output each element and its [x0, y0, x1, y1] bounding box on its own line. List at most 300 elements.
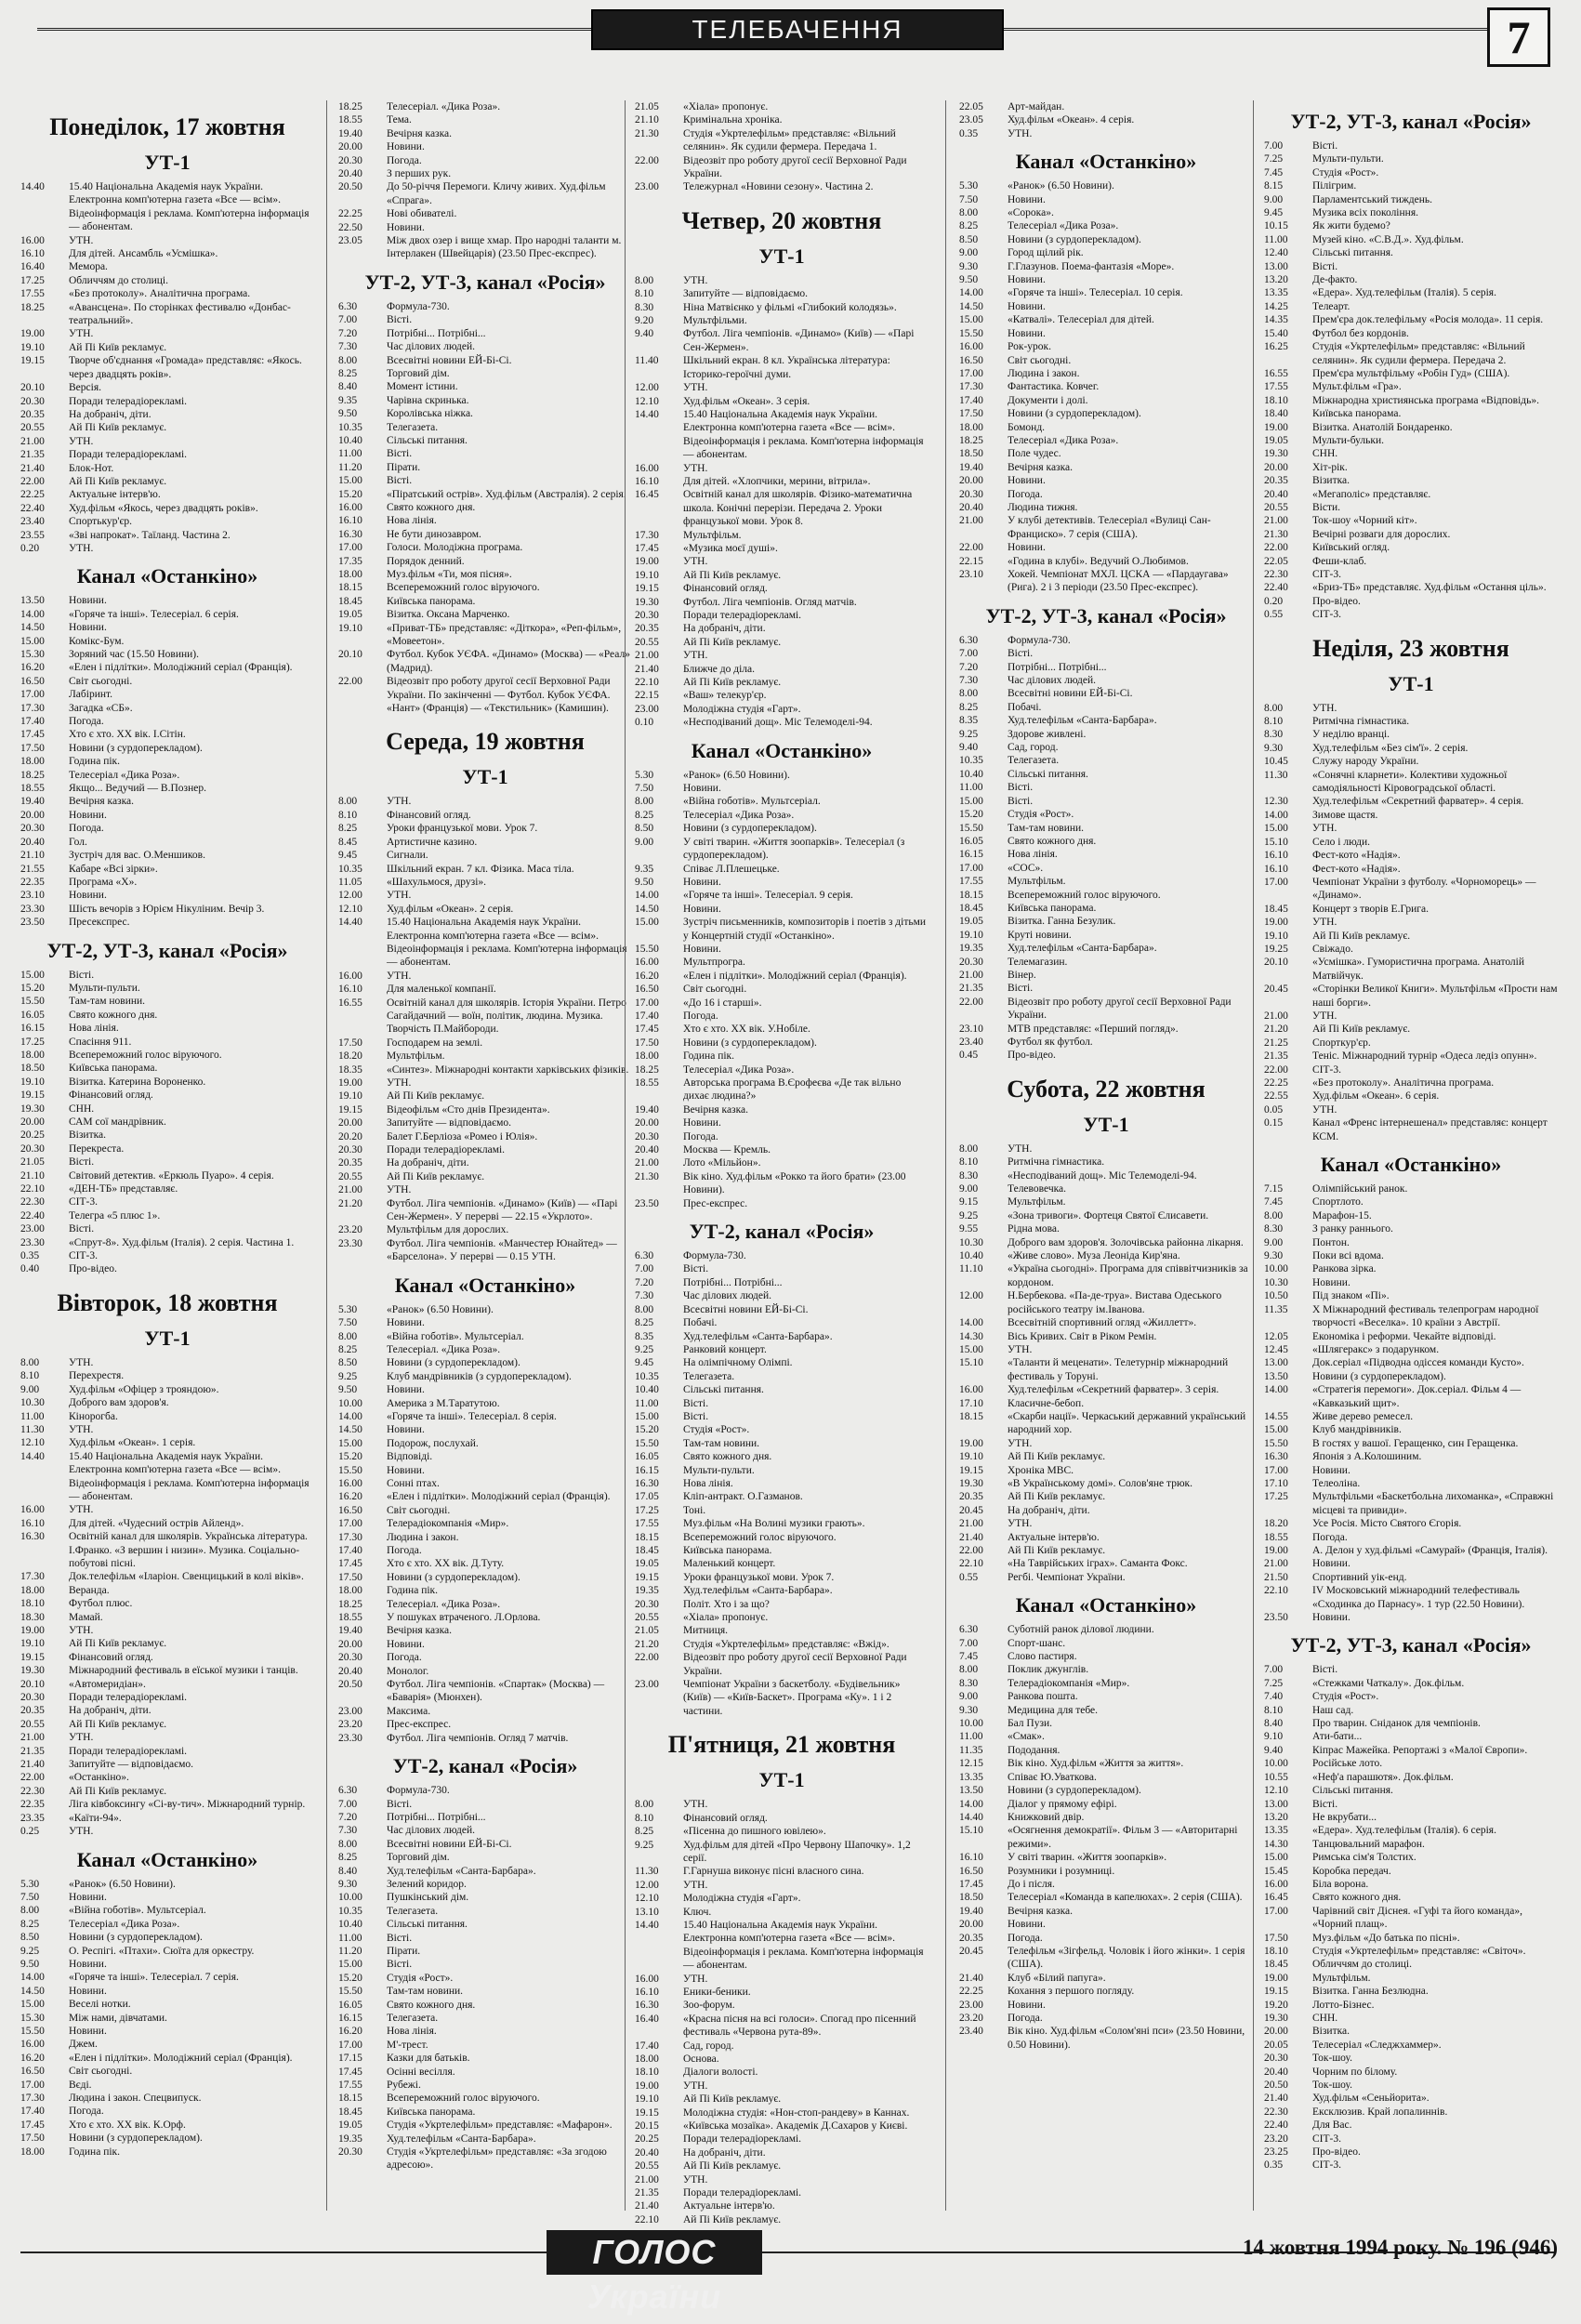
- program-title: Телесеріал «Дика Роза».: [683, 1063, 795, 1076]
- program-title: Фінансовий огляд.: [69, 1089, 153, 1102]
- program-entry: [20, 1918, 314, 1931]
- program-time: 17.45: [20, 2119, 45, 2131]
- program-entry: [338, 1237, 632, 1264]
- program-time: 5.30: [338, 1303, 358, 1315]
- program-entry: [20, 608, 314, 621]
- program-time: 20.30: [635, 1598, 659, 1610]
- program-title: Худ.фільм «Океан». 2 серія.: [387, 903, 514, 915]
- program-title: 15.40 Національна Академія наук України. Електронна комп'ютерна газета «Все — всім». Відеоінформація і реклама. Комп'ютерна інформація — абонентам.: [387, 917, 627, 969]
- program-entry: [338, 300, 632, 313]
- program-time: 19.00: [1264, 421, 1288, 433]
- program-time: 16.30: [635, 2000, 659, 2012]
- program-title: Свято кожного дня.: [683, 1451, 772, 1463]
- program-time: 8.25: [959, 220, 979, 232]
- program-title: Погода.: [69, 823, 104, 835]
- program-time: 8.35: [635, 1330, 654, 1342]
- program-title: Фінансовий огляд.: [683, 1812, 768, 1824]
- program-time: 11.00: [338, 1932, 362, 1944]
- program-entry: [959, 1531, 1253, 1544]
- program-time: 16.05: [635, 1451, 659, 1463]
- program-entry: [338, 2079, 632, 2092]
- program-time: 20.00: [1264, 461, 1288, 473]
- program-title: Розумники і розумниці.: [1008, 1865, 1115, 1877]
- channel-heading: УТ-2, УТ-3, канал «Росія»: [364, 270, 606, 294]
- program-time: 0.20: [1264, 595, 1284, 607]
- program-time: 17.50: [338, 1037, 362, 1049]
- program-title: УТН.: [1008, 1343, 1033, 1355]
- program-entry: [959, 1383, 1253, 1396]
- program-entry: [959, 1450, 1253, 1463]
- program-entry: [959, 781, 1253, 794]
- program-time: 8.00: [959, 1664, 979, 1676]
- program-time: 9.25: [338, 1370, 358, 1382]
- program-title: «СОС».: [1008, 862, 1044, 874]
- program-entry: [1264, 1891, 1558, 1904]
- program-time: 22.00: [635, 154, 659, 166]
- program-entry: [1264, 1076, 1558, 1089]
- program-title: Теніс. Міжнародний турнір «Одеса ледіз опунн».: [1312, 1050, 1537, 1063]
- program-time: 17.50: [20, 742, 45, 754]
- program-title: Док.серіал «Підводна одіссея команди Кусто».: [1312, 1357, 1524, 1369]
- program-entry: [20, 1436, 314, 1449]
- program-time: 15.50: [635, 1437, 659, 1449]
- program-entry: [20, 822, 314, 835]
- program-entry: [20, 1530, 314, 1570]
- channel-heading: УТ-1: [462, 765, 508, 789]
- program-time: 10.40: [635, 1384, 659, 1396]
- program-title: Студія «Укртелефільм» представляє: «Вільний селянин». Як судили фермера. Передача 2.: [1312, 341, 1525, 366]
- program-time: 20.50: [1264, 2080, 1288, 2092]
- program-entry: [1264, 166, 1558, 179]
- program-title: Де-факто.: [1312, 274, 1358, 286]
- program-entry: [20, 1062, 314, 1075]
- program-entry: [1264, 849, 1558, 862]
- program-time: 23.00: [959, 1999, 983, 2011]
- program-time: 12.10: [1264, 1785, 1288, 1797]
- program-entry: [959, 1195, 1253, 1208]
- program-entry: [20, 1651, 314, 1664]
- program-title: Мультфільми «Баскетбольна лихоманка», «Справжні місцеві та привиди».: [1312, 1491, 1554, 1516]
- program-title: Київська панорама.: [69, 1063, 158, 1075]
- program-title: Обличчям до столиці.: [69, 274, 168, 286]
- program-time: 23.05: [959, 114, 983, 126]
- program-title: Пірати.: [387, 461, 421, 473]
- day-heading: Неділя, 23 жовтня: [1312, 634, 1509, 662]
- program-title: Ай Пі Київ рекламує.: [69, 1718, 167, 1730]
- program-title: Для маленької компанії.: [387, 984, 496, 996]
- program-title: Там-там новини.: [69, 996, 146, 1008]
- program-entry: [338, 608, 632, 621]
- program-time: 5.30: [20, 1878, 40, 1890]
- program-title: Авторська програма В.Єрофеєва «Де так вільно дихає людина?»: [683, 1077, 902, 1103]
- program-time: 9.25: [635, 1343, 654, 1355]
- program-title: Понтон.: [1312, 1236, 1350, 1248]
- program-entry: [635, 1356, 929, 1369]
- program-time: 8.25: [20, 1918, 40, 1930]
- program-entry: [959, 327, 1253, 340]
- program-time: 18.20: [1264, 1518, 1288, 1530]
- program-entry: [1264, 956, 1558, 983]
- program-entry: [1264, 1437, 1558, 1450]
- program-entry: [1264, 702, 1558, 715]
- program-entry: [635, 1370, 929, 1383]
- program-entry: [1264, 219, 1558, 232]
- program-entry: [635, 1130, 929, 1143]
- program-title: Мультфільм.: [387, 1050, 445, 1063]
- program-time: 16.10: [635, 475, 659, 487]
- program-time: 20.35: [20, 408, 45, 420]
- program-title: «Горяче та інші». Телесеріал. 9 серія.: [683, 890, 853, 902]
- program-entry: [1264, 1717, 1558, 1730]
- program-time: 8.00: [338, 1838, 358, 1850]
- program-entry: [635, 916, 929, 943]
- program-title: Тоні.: [683, 1504, 706, 1516]
- program-time: 11.30: [20, 1423, 45, 1435]
- program-time: 20.30: [338, 2146, 362, 2159]
- program-entry: [20, 247, 314, 260]
- program-time: 14.00: [635, 890, 659, 902]
- program-entry: [959, 179, 1253, 192]
- program-title: «Скарби нації». Черкаський державний український народний хор.: [1008, 1410, 1246, 1436]
- program-entry: [20, 475, 314, 488]
- program-title: Москва — Кремль.: [683, 1144, 771, 1156]
- program-entry: [338, 140, 632, 153]
- program-time: 7.40: [1264, 1691, 1284, 1703]
- program-title: Ай Пі Київ рекламує.: [683, 636, 782, 648]
- program-entry: [635, 1999, 929, 2012]
- program-entry: [338, 1544, 632, 1557]
- program-time: 0.10: [635, 717, 654, 729]
- program-time: 10.35: [338, 863, 362, 875]
- program-title: Вісті.: [1312, 260, 1338, 272]
- program-title: Здорове живлені.: [1008, 728, 1087, 740]
- program-title: Як жити будемо?: [1312, 220, 1390, 232]
- program-title: Митниця.: [683, 1625, 729, 1637]
- program-title: СІТ-3.: [1312, 2159, 1341, 2172]
- program-time: 22.30: [20, 1785, 45, 1797]
- program-entry: [959, 1730, 1253, 1743]
- program-title: Господарем на землі.: [387, 1037, 483, 1049]
- program-time: 17.30: [20, 1571, 45, 1583]
- program-entry: [635, 1906, 929, 1919]
- program-time: 21.35: [20, 449, 45, 461]
- program-entry: [20, 1678, 314, 1691]
- program-entry: [959, 474, 1253, 487]
- program-title: Медицина для тебе.: [1008, 1704, 1099, 1716]
- program-title: Погода.: [387, 1545, 422, 1556]
- program-time: 7.00: [338, 314, 358, 326]
- program-time: 9.00: [959, 1691, 979, 1703]
- program-entry: [1264, 903, 1558, 916]
- program-title: Новини.: [387, 1317, 425, 1329]
- program-time: 20.10: [338, 649, 362, 661]
- program-time: 22.10: [20, 1183, 45, 1195]
- program-time: 8.10: [338, 809, 358, 821]
- program-entry: [338, 113, 632, 126]
- program-time: 23.30: [20, 1236, 45, 1248]
- program-title: Регбі. Чемпіонат України.: [1008, 1571, 1126, 1583]
- program-time: 9.30: [1264, 1250, 1284, 1262]
- program-time: 21.40: [635, 2200, 659, 2212]
- program-title: Студія «Рост».: [1312, 1691, 1379, 1703]
- program-entry: [959, 1637, 1253, 1650]
- program-time: 7.30: [338, 341, 358, 353]
- program-time: 10.40: [959, 1250, 983, 1262]
- program-time: 19.10: [20, 1076, 45, 1088]
- program-time: 8.30: [1264, 1223, 1284, 1235]
- program-entry: [959, 1036, 1253, 1049]
- program-time: 16.25: [1264, 341, 1288, 353]
- program-time: 9.50: [338, 408, 358, 420]
- program-entry: [20, 2146, 314, 2159]
- program-title: Ток-шоу.: [1312, 2053, 1352, 2065]
- program-time: 17.00: [20, 689, 45, 701]
- program-entry: [20, 621, 314, 634]
- program-entry: [1264, 1730, 1558, 1743]
- program-time: 16.10: [1264, 850, 1288, 862]
- program-title: «Сторінки Великої Книги». Мультфільм «Прости нам наші борги».: [1312, 984, 1558, 1009]
- program-time: 15.50: [1264, 1437, 1288, 1449]
- program-entry: [1264, 1757, 1558, 1770]
- program-entry: [1264, 1303, 1558, 1330]
- program-time: 22.30: [1264, 2106, 1288, 2118]
- program-entry: [338, 207, 632, 220]
- program-time: 19.30: [20, 1103, 45, 1115]
- program-time: 21.20: [1264, 1023, 1288, 1036]
- program-entry: [338, 1878, 632, 1891]
- program-time: 15.50: [20, 2025, 45, 2037]
- program-entry: [959, 1918, 1253, 1931]
- program-title: «Шахульмося, друзі».: [387, 876, 487, 888]
- program-title: Ай Пі Київ рекламує.: [69, 422, 167, 434]
- program-entry: [1264, 2039, 1558, 2052]
- program-time: 11.20: [338, 1945, 362, 1957]
- program-title: Година пік.: [69, 2146, 121, 2158]
- program-time: 8.25: [338, 1343, 358, 1355]
- program-time: 13.50: [959, 1785, 983, 1797]
- program-time: 22.25: [1264, 1077, 1288, 1089]
- program-entry: [20, 876, 314, 889]
- program-entry: [635, 997, 929, 1010]
- program-time: 7.30: [959, 675, 979, 687]
- program-time: 18.55: [338, 1612, 362, 1624]
- program-entry: [20, 1369, 314, 1382]
- program-entry: [338, 983, 632, 996]
- program-time: 8.00: [338, 796, 358, 808]
- program-entry: [338, 1504, 632, 1517]
- program-entry: [1264, 1945, 1558, 1958]
- program-title: УТН.: [69, 1356, 94, 1368]
- program-entry: [20, 529, 314, 542]
- program-entry: [635, 555, 929, 568]
- program-entry: [1264, 1985, 1558, 1998]
- program-entry: [635, 1010, 929, 1023]
- program-title: Вісті.: [683, 1263, 709, 1275]
- program-title: Новини.: [1008, 274, 1046, 286]
- program-entry: [20, 889, 314, 902]
- program-entry: [338, 394, 632, 407]
- program-entry: [635, 1531, 929, 1544]
- program-entry: [635, 475, 929, 488]
- program-title: Мультфільми.: [683, 315, 747, 327]
- program-title: Королівська ніжка.: [387, 408, 473, 420]
- program-title: Київський огляд.: [1312, 542, 1390, 554]
- program-entry: [20, 1745, 314, 1758]
- program-entry: [20, 1718, 314, 1731]
- program-title: Живе дерево ремесел.: [1312, 1410, 1414, 1422]
- program-title: «Без протоколу». Аналітична програма.: [69, 288, 251, 300]
- program-entry: [959, 822, 1253, 835]
- program-title: Клуб мандрівників (з сурдоперекладом).: [387, 1370, 572, 1382]
- program-entry: [338, 1517, 632, 1530]
- program-title: Вісті.: [1008, 782, 1034, 794]
- program-entry: [20, 849, 314, 862]
- program-entry: [20, 1731, 314, 1744]
- program-title: Ай Пі Київ рекламує.: [1008, 1545, 1106, 1556]
- program-title: Телевовечка.: [1008, 1183, 1066, 1195]
- listing-column-1: [20, 100, 314, 2215]
- program-time: 22.30: [1264, 569, 1288, 580]
- program-title: Америка з М.Таратутою.: [387, 1397, 500, 1409]
- program-title: Спортлото.: [1312, 1196, 1364, 1208]
- program-entry: [338, 1945, 632, 1958]
- program-title: Порядок денний.: [387, 555, 465, 567]
- program-time: 10.40: [338, 1919, 362, 1931]
- program-entry: [1264, 367, 1558, 380]
- program-time: 15.50: [635, 943, 659, 955]
- program-time: 20.30: [959, 488, 983, 500]
- program-title: Всесвітні новини ЕЙ-Бі-Сі.: [387, 1838, 512, 1850]
- program-entry: [20, 982, 314, 995]
- program-time: 22.00: [20, 475, 45, 487]
- program-time: 14.00: [20, 608, 45, 620]
- program-time: 11.00: [338, 448, 362, 460]
- program-entry: [959, 848, 1253, 861]
- program-time: 23.10: [959, 569, 983, 580]
- program-time: 20.55: [635, 636, 659, 648]
- program-entry: [635, 609, 929, 622]
- program-time: 20.35: [338, 1157, 362, 1169]
- channel-heading: УТ-2, УТ-3, канал «Росія»: [985, 603, 1227, 627]
- program-title: Погода.: [69, 2106, 104, 2118]
- program-time: 18.20: [338, 1050, 362, 1063]
- program-title: Худ.телефільм «Секретний фарватер». 3 серія.: [1008, 1384, 1219, 1396]
- section-title: ТЕЛЕБАЧЕННЯ: [591, 9, 1004, 50]
- program-time: 9.10: [1264, 1731, 1284, 1743]
- program-title: Світ сьогодні.: [69, 675, 133, 687]
- program-time: 13.50: [20, 595, 45, 607]
- program-title: Відеозвіт про роботу другої сесії Верховної Ради України.: [683, 1652, 907, 1677]
- program-entry: [959, 1169, 1253, 1182]
- program-entry: [959, 461, 1253, 474]
- program-time: 12.00: [959, 1290, 983, 1302]
- program-entry: [338, 1450, 632, 1463]
- program-entry: [635, 154, 929, 181]
- program-entry: [20, 341, 314, 354]
- program-time: 18.00: [338, 569, 362, 580]
- program-title: «Спрут-8». Худ.фільм (Італія). 2 серія. Частина 1.: [69, 1236, 295, 1248]
- program-title: Година пік.: [683, 1050, 735, 1063]
- program-time: 13.20: [1264, 1811, 1288, 1823]
- program-title: Мультфільм для дорослих.: [387, 1224, 509, 1236]
- program-time: 21.00: [635, 1157, 659, 1169]
- program-entry: [959, 1932, 1253, 1945]
- program-title: Телегра «5 плюс 1».: [69, 1209, 161, 1221]
- program-title: Ток-шоу «Чорний кіт».: [1312, 515, 1417, 527]
- program-title: УТН.: [683, 382, 708, 394]
- program-time: 7.00: [1264, 1664, 1284, 1676]
- program-entry: [338, 340, 632, 353]
- program-title: Перекреста.: [69, 1142, 125, 1155]
- program-entry: [20, 661, 314, 674]
- program-time: 9.50: [959, 274, 979, 286]
- program-time: 9.00: [20, 1383, 40, 1395]
- program-entry: [20, 1664, 314, 1677]
- program-title: «Війна гоботів». Мультсеріал.: [683, 796, 821, 808]
- program-entry: [338, 1089, 632, 1103]
- program-time: 15.20: [635, 1424, 659, 1436]
- program-title: «Хіала» пропонує.: [683, 101, 769, 112]
- program-title: Доброго вам здоров'я. Золочівська районна лікарня.: [1008, 1236, 1244, 1248]
- program-entry: [20, 969, 314, 982]
- program-time: 20.00: [338, 1117, 362, 1129]
- program-title: В гостях у вашої. Геращенко, син Геращенка.: [1312, 1437, 1519, 1449]
- program-title: Худ.фільм «Сеньйорита».: [1312, 2093, 1429, 2105]
- program-entry: [635, 1919, 929, 1973]
- program-entry: [338, 1143, 632, 1156]
- program-title: Веранда.: [69, 1584, 110, 1596]
- program-title: Зоо-форум.: [683, 2000, 735, 2012]
- program-title: Кохання з першого погляду.: [1008, 1986, 1135, 1998]
- program-time: 0.15: [1264, 1117, 1284, 1129]
- program-title: Гол.: [69, 836, 87, 848]
- program-time: 18.50: [959, 1892, 983, 1904]
- program-entry: [959, 1757, 1253, 1770]
- program-entry: [20, 515, 314, 528]
- program-title: Новини.: [683, 876, 721, 888]
- program-title: Спорткур'єр.: [1312, 1037, 1371, 1049]
- program-entry: [20, 1195, 314, 1208]
- program-entry: [20, 1049, 314, 1062]
- program-title: Ай Пі Київ рекламує.: [683, 2093, 782, 2106]
- program-time: 14.40: [20, 181, 45, 192]
- program-title: Студія «Рост».: [1008, 809, 1074, 821]
- program-entry: [959, 982, 1253, 995]
- program-entry: [959, 1049, 1253, 1062]
- program-time: 15.20: [338, 1451, 362, 1463]
- program-entry: [959, 488, 1253, 501]
- program-title: На добраніч, діти.: [1008, 1504, 1090, 1516]
- program-entry: [20, 301, 314, 328]
- program-entry: [959, 1650, 1253, 1663]
- program-time: 11.00: [20, 1410, 45, 1422]
- program-time: 16.00: [635, 957, 659, 969]
- program-entry: [20, 1758, 314, 1771]
- program-time: 15.00: [338, 1437, 362, 1449]
- program-title: Міжнародна християнська програма «Відповідь».: [1312, 394, 1540, 406]
- program-entry: [338, 1665, 632, 1678]
- program-entry: [1264, 1571, 1558, 1584]
- program-time: 22.40: [20, 502, 45, 514]
- program-time: 23.50: [635, 1197, 659, 1209]
- program-entry: [338, 1316, 632, 1329]
- program-title: «Красна пісня на всі голоси». Спогад про пісенний фестиваль «Червона рута-89».: [683, 2013, 916, 2039]
- program-title: Програма «Х».: [69, 876, 138, 888]
- program-entry: [1264, 1584, 1558, 1611]
- program-entry: [338, 822, 632, 835]
- program-entry: [959, 996, 1253, 1023]
- program-time: 16.05: [959, 835, 983, 847]
